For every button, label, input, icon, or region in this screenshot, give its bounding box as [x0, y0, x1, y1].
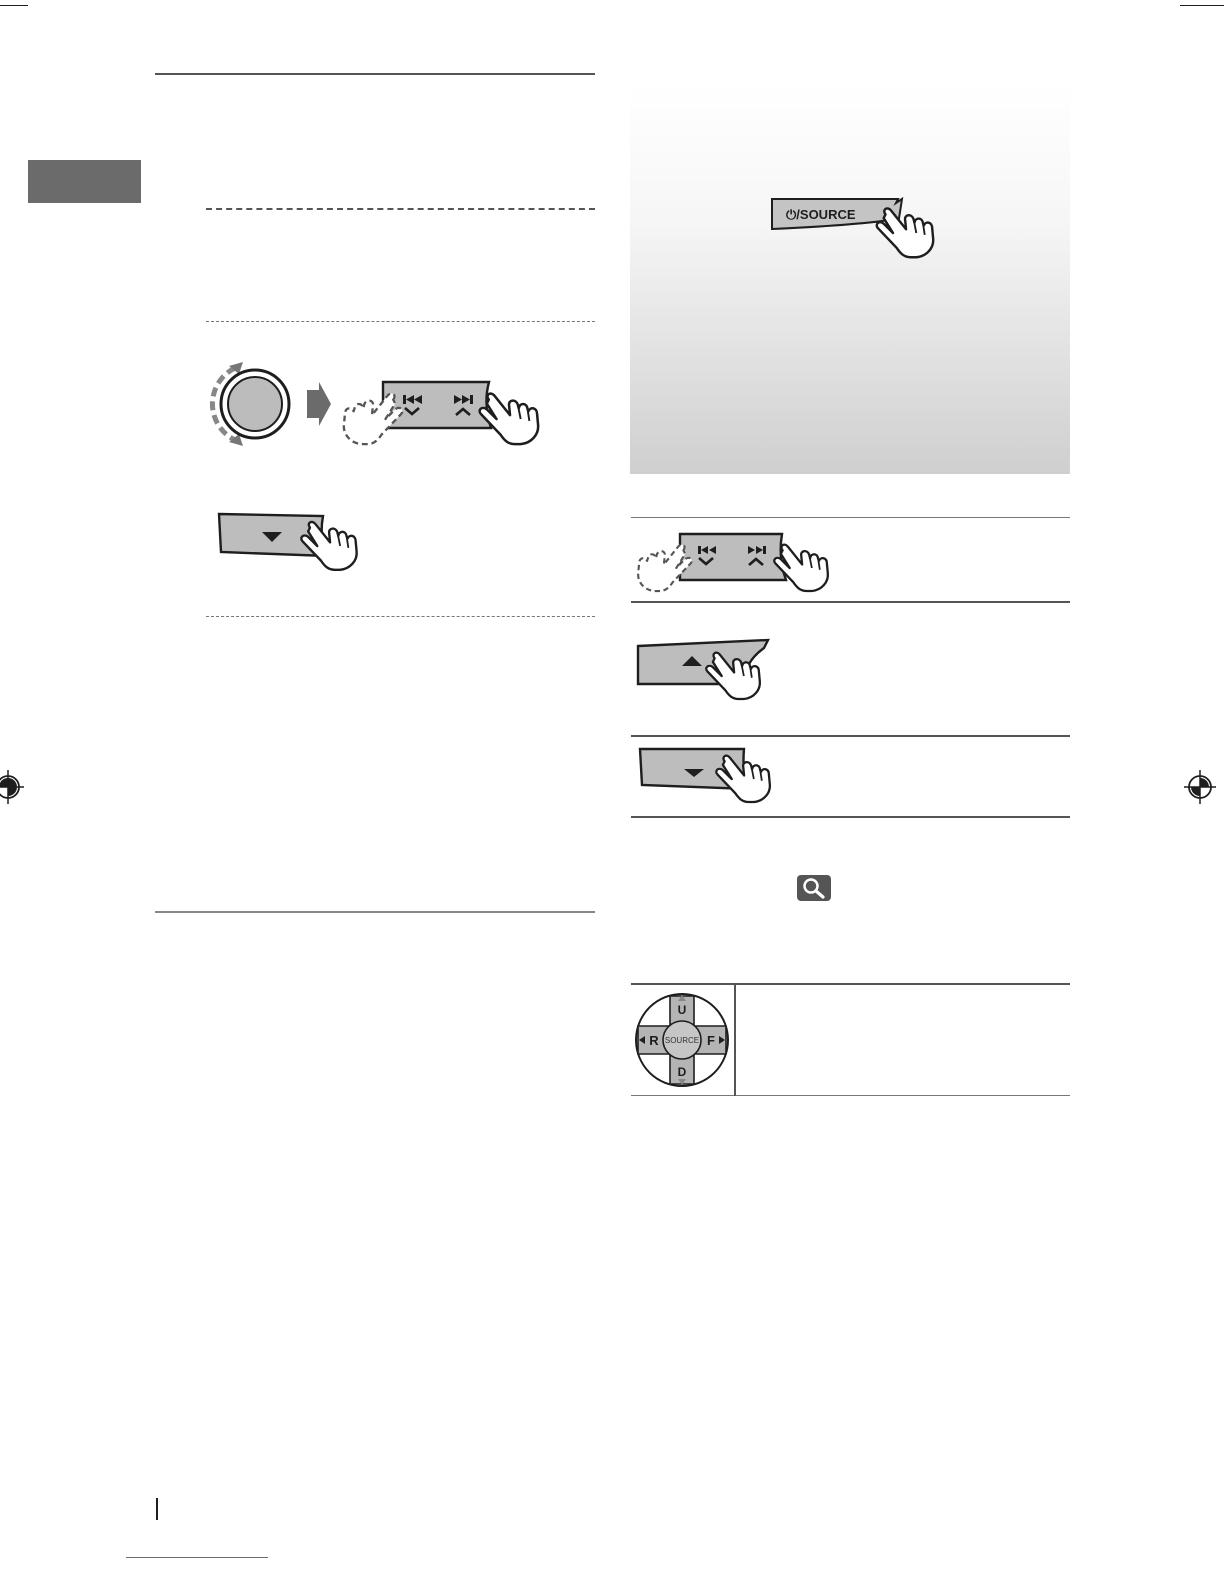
remote-dpad — [634, 990, 732, 1088]
source-button-label: ⏻/SOURCE — [786, 207, 856, 222]
control-dial-icon — [212, 362, 289, 446]
remote-source-label: SOURCE — [664, 1036, 700, 1045]
table-rule — [631, 601, 1070, 603]
footer-link-underline — [126, 1557, 268, 1558]
skip-buttons — [383, 382, 491, 428]
table-rule — [631, 517, 1070, 518]
gradient-panel — [630, 84, 1070, 474]
remote-left-label: R — [649, 1033, 659, 1048]
step-divider — [206, 321, 595, 322]
dial-and-skip-illustration — [205, 360, 545, 455]
table-rule — [631, 735, 1070, 737]
table-rule — [631, 816, 1070, 818]
table-column-divider — [734, 984, 736, 1096]
pointing-hand-icon — [774, 545, 828, 591]
remote-down-label: D — [677, 1065, 687, 1079]
section-rule-bottom — [155, 911, 595, 913]
step-divider — [206, 208, 595, 210]
down-button-illustration — [636, 745, 781, 810]
pointing-hand-icon — [344, 394, 403, 445]
skip-buttons-illustration — [632, 530, 842, 600]
page-number-bar — [156, 1498, 158, 1520]
table-rule — [631, 1095, 1070, 1096]
registration-mark-left — [0, 770, 28, 804]
registration-mark-right — [1184, 770, 1224, 804]
crop-mark-top-right — [1180, 5, 1224, 6]
section-rule-top — [155, 73, 595, 75]
up-button-illustration — [634, 636, 779, 706]
pointing-hand-icon — [480, 394, 539, 445]
remote-right-label: F — [707, 1033, 715, 1048]
next-step-arrow — [307, 382, 331, 426]
pointing-hand-icon — [301, 522, 356, 570]
table-rule — [631, 983, 1070, 985]
step-divider — [206, 616, 595, 617]
down-button-illustration — [215, 510, 360, 580]
section-tab — [28, 160, 141, 203]
crop-mark-top-left — [0, 5, 28, 6]
remote-up-label: U — [677, 1003, 687, 1017]
source-button-illustration — [770, 195, 940, 265]
pointing-hand-icon — [877, 208, 934, 257]
pointing-hand-icon — [716, 756, 770, 802]
pointing-hand-icon — [638, 545, 692, 591]
search-zoom-icon — [797, 875, 831, 901]
